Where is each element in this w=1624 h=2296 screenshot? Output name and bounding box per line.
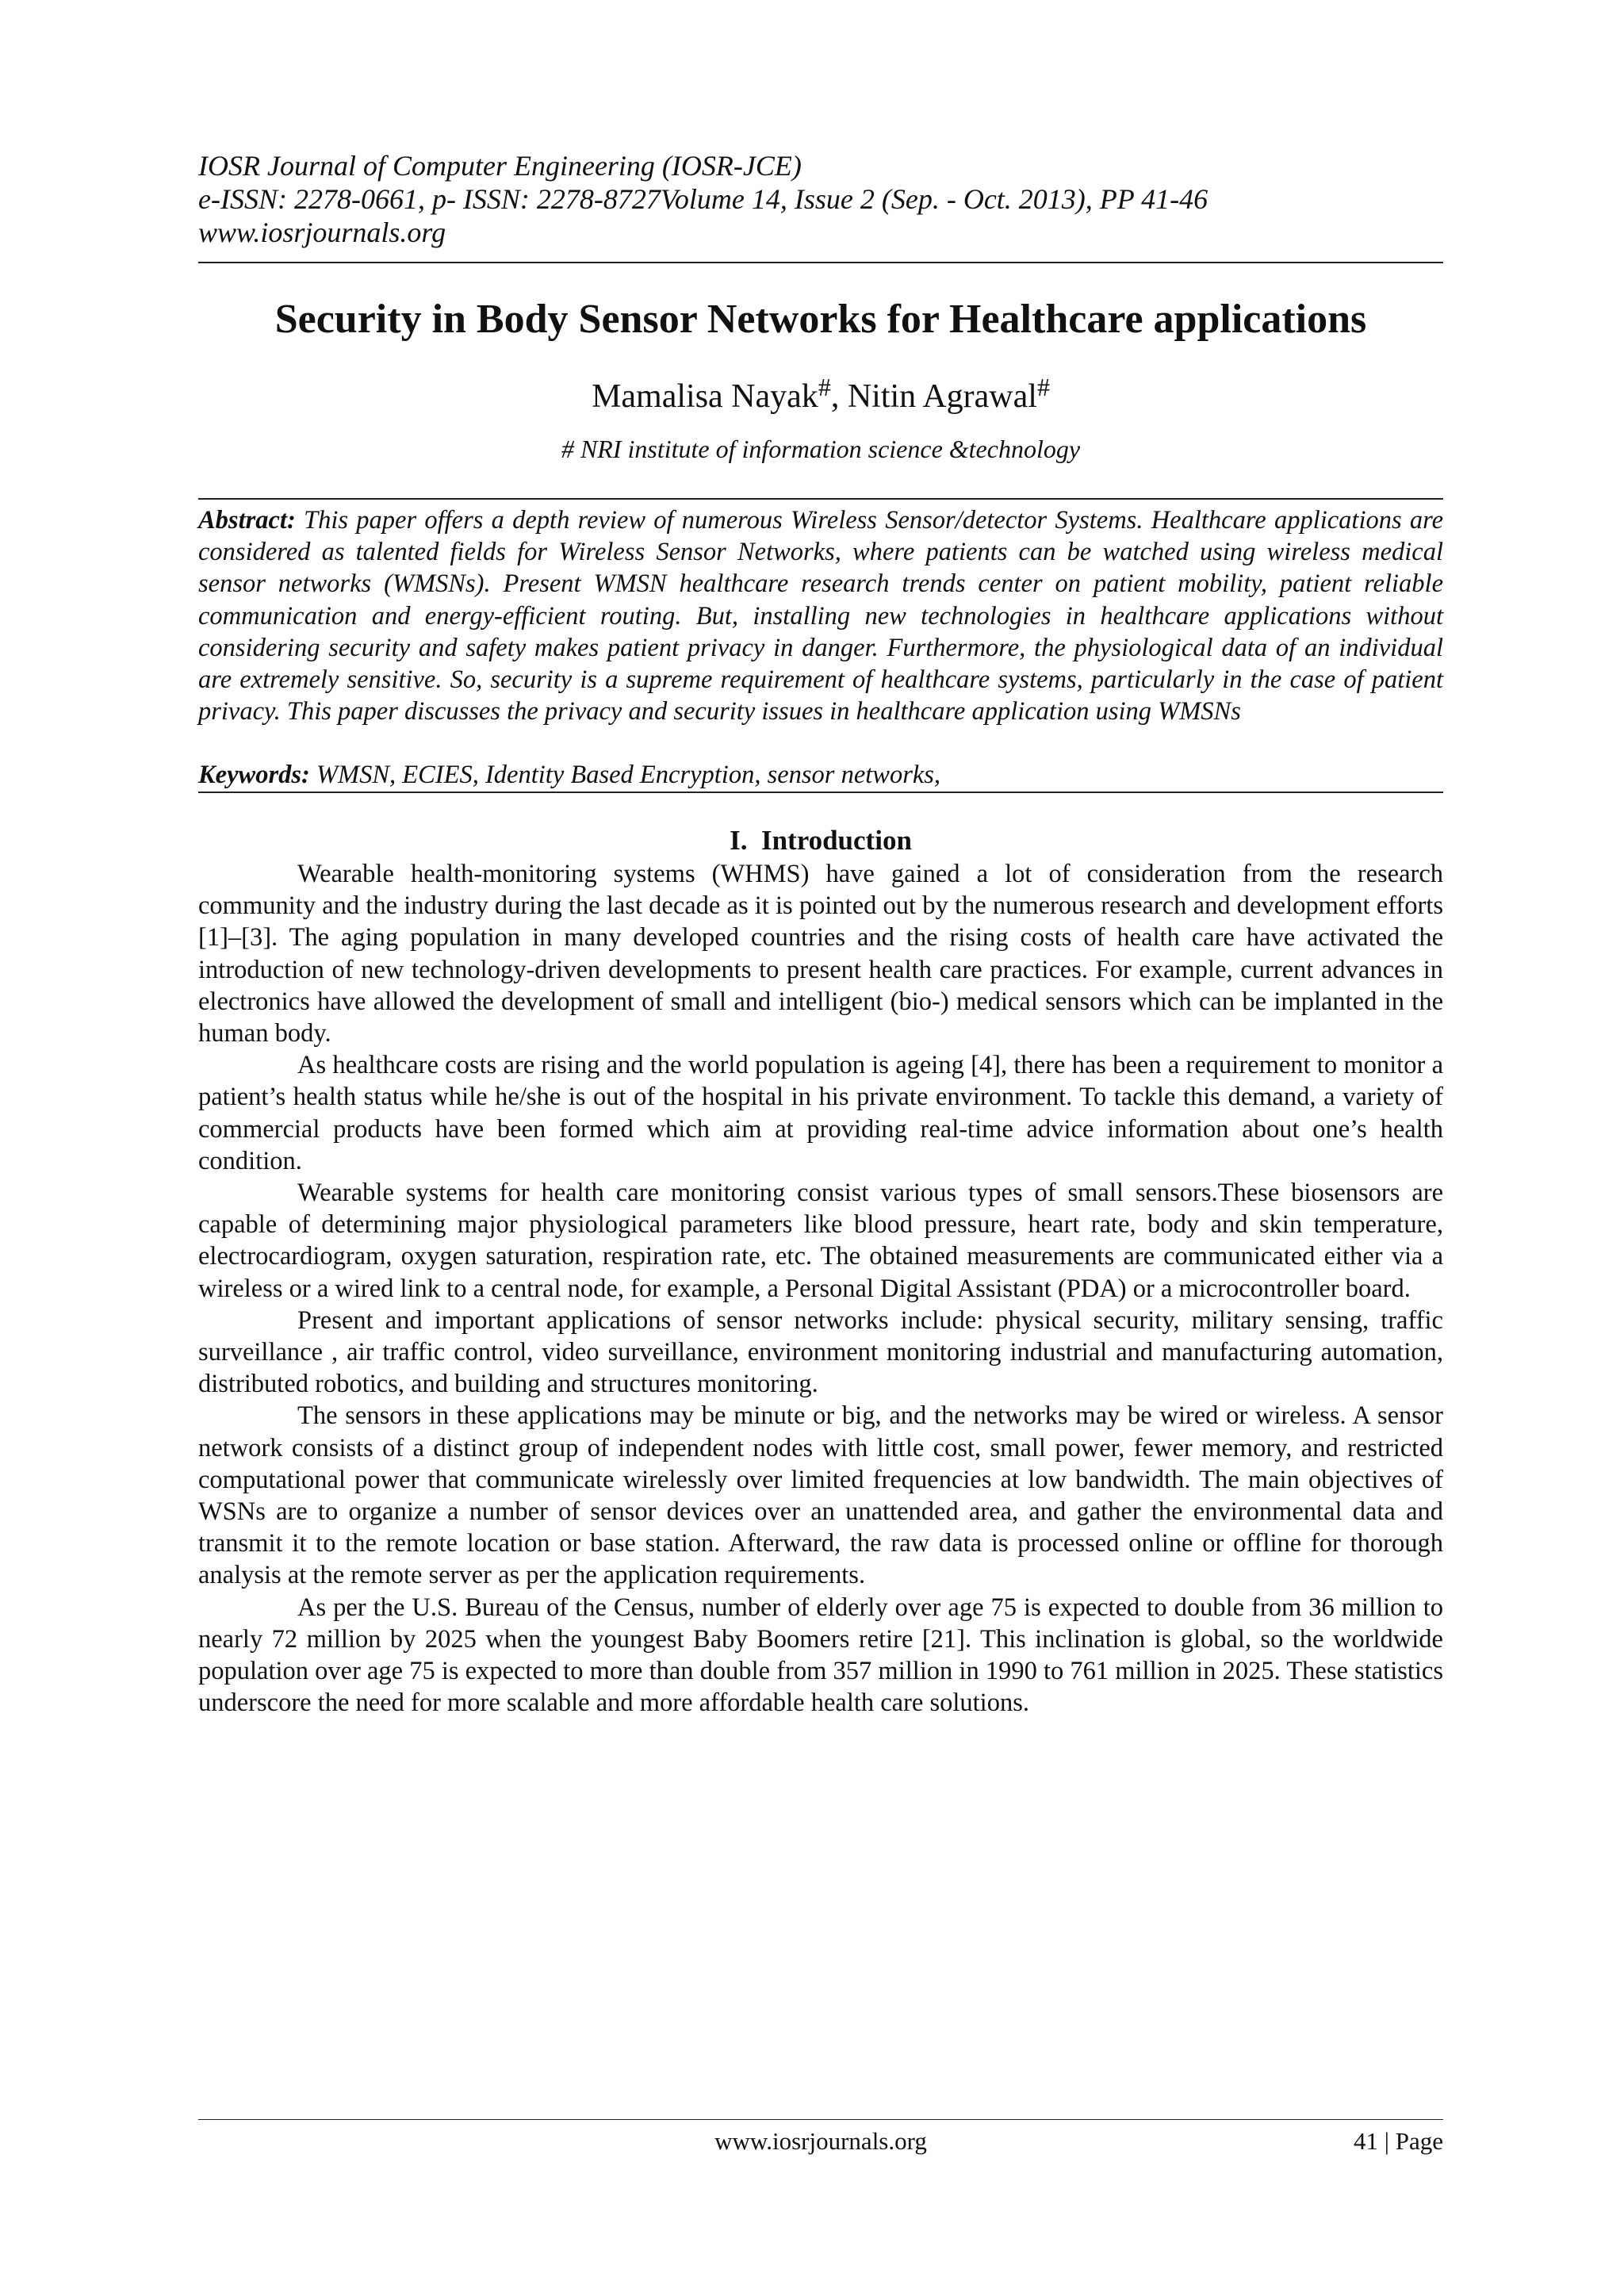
introduction-body — [198, 858, 1443, 1719]
footer-divider — [198, 2119, 1443, 2120]
abstract-bottom-divider — [198, 792, 1443, 793]
section-title: Introduction — [760, 825, 912, 856]
author-affiliation: # NRI institute of information science &technology — [561, 435, 1081, 463]
author-line — [198, 374, 1443, 419]
body-paragraph: The sensors in these applications may be minute or big, and the networks may be wired or wireless. A sensor network consists of a distinct group of independent nodes with little cost, small power, fewer memory, and restricted computational power that communicate wirelessly over limited frequencies at low bandwidth. The main objectives of WSNs are to organize a number of sensor devices over an unattended area, and gather the environmental data and transmit it to the remote location or base station. Afterward, the raw data is processed online or offline for thorough analysis at the remote server as per the application requirements. — [198, 1401, 1443, 1590]
page-number: 41 | Page — [1354, 2127, 1443, 2155]
abstract-block — [198, 504, 1443, 727]
author-separator: , — [830, 378, 848, 415]
journal-name: IOSR Journal of Computer Engineering (IOSR-JCE) — [198, 150, 802, 182]
paper-title: Security in Body Sensor Networks for Healthcare applications — [274, 297, 1367, 342]
section-heading — [198, 823, 1443, 858]
abstract-text: This paper offers a depth review of numerous Wireless Sensor/detector Systems. Healthcare applications are considered as talented fields for Wireless Sensor Networks, where patients can be watched using wireless medical sensor networks (WMSNs). Present WMSN healthcare research trends center on patient mobility, patient reliable communication and energy-efficient routing. But, installing new technologies in healthcare applications without considering security and safety makes patient privacy in danger. Furthermore, the physiological data of an individual are extremely sensitive. So, security is a supreme requirement of healthcare systems, particularly in the case of patient privacy. This paper discusses the privacy and security issues in healthcare application using WMSNs — [198, 506, 1443, 726]
header-divider — [198, 262, 1443, 263]
keywords-label: Keywords: — [198, 761, 310, 789]
body-paragraph: Present and important applications of sensor networks include: physical security, military sensing, traffic surveillance , air traffic control, video surveillance, environment monitoring industrial and manufacturing automation, distributed robotics, and building and structures monitoring. — [198, 1305, 1443, 1399]
footer-website-link[interactable]: www.iosrjournals.org — [714, 2127, 927, 2155]
keywords-text: WMSN, ECIES, Identity Based Encryption, sensor networks, — [316, 761, 941, 789]
section-number: I. — [730, 825, 748, 856]
affiliation-mark: # — [818, 373, 831, 401]
author-name: Mamalisa Nayak — [592, 378, 818, 415]
keywords-line — [198, 759, 1443, 791]
abstract-top-divider — [198, 498, 1443, 500]
author-name: Nitin Agrawal — [847, 378, 1037, 415]
body-paragraph: Wearable systems for health care monitoring consist various types of small sensors.These biosensors are capable of determining major physiological parameters like blood pressure, heart rate, body and skin temperature, electrocardiogram, oxygen saturation, respiration rate, etc. The obtained measurements are communicated either via a wireless or a wired link to a central node, for example, a Personal Digital Assistant (PDA) or a microcontroller board. — [198, 1179, 1443, 1303]
affiliation-mark: # — [1036, 373, 1050, 401]
issn-volume-line: e-ISSN: 2278-0661, p- ISSN: 2278-8727Volume 14, Issue 2 (Sep. - Oct. 2013), PP 41-46 — [198, 183, 1208, 215]
body-paragraph: As healthcare costs are rising and the world population is ageing [4], there has been a requirement to monitor a patient’s health status while he/she is out of the hospital in his private environment. To tackle this demand, a variety of commercial products have been formed which aim at providing real-time advice information about one’s health condition. — [198, 1051, 1443, 1175]
journal-header — [198, 149, 1443, 249]
abstract-label: Abstract: — [198, 506, 296, 535]
body-paragraph: Wearable health-monitoring systems (WHMS) have gained a lot of consideration from the research community and the industry during the last decade as it is pointed out by the numerous research and development efforts [1]–[3]. The aging population in many developed countries and the rising costs of health care have activated the introduction of new technology-driven developments to present health care practices. For example, current advances in electronics have allowed the development of small and intelligent (bio-) medical sensors which can be implanted in the human body. — [198, 860, 1443, 1048]
header-website-link[interactable]: www.iosrjournals.org — [198, 217, 446, 248]
body-paragraph: As per the U.S. Bureau of the Census, number of elderly over age 75 is expected to double from 36 million to nearly 72 million by 2025 when the youngest Baby Boomers retire [21]. This inclination is global, so the worldwide population over age 75 is expected to more than double from 357 million in 1990 to 761 million in 2025. These statistics underscore the need for more scalable and more affordable health care solutions. — [198, 1593, 1443, 1718]
